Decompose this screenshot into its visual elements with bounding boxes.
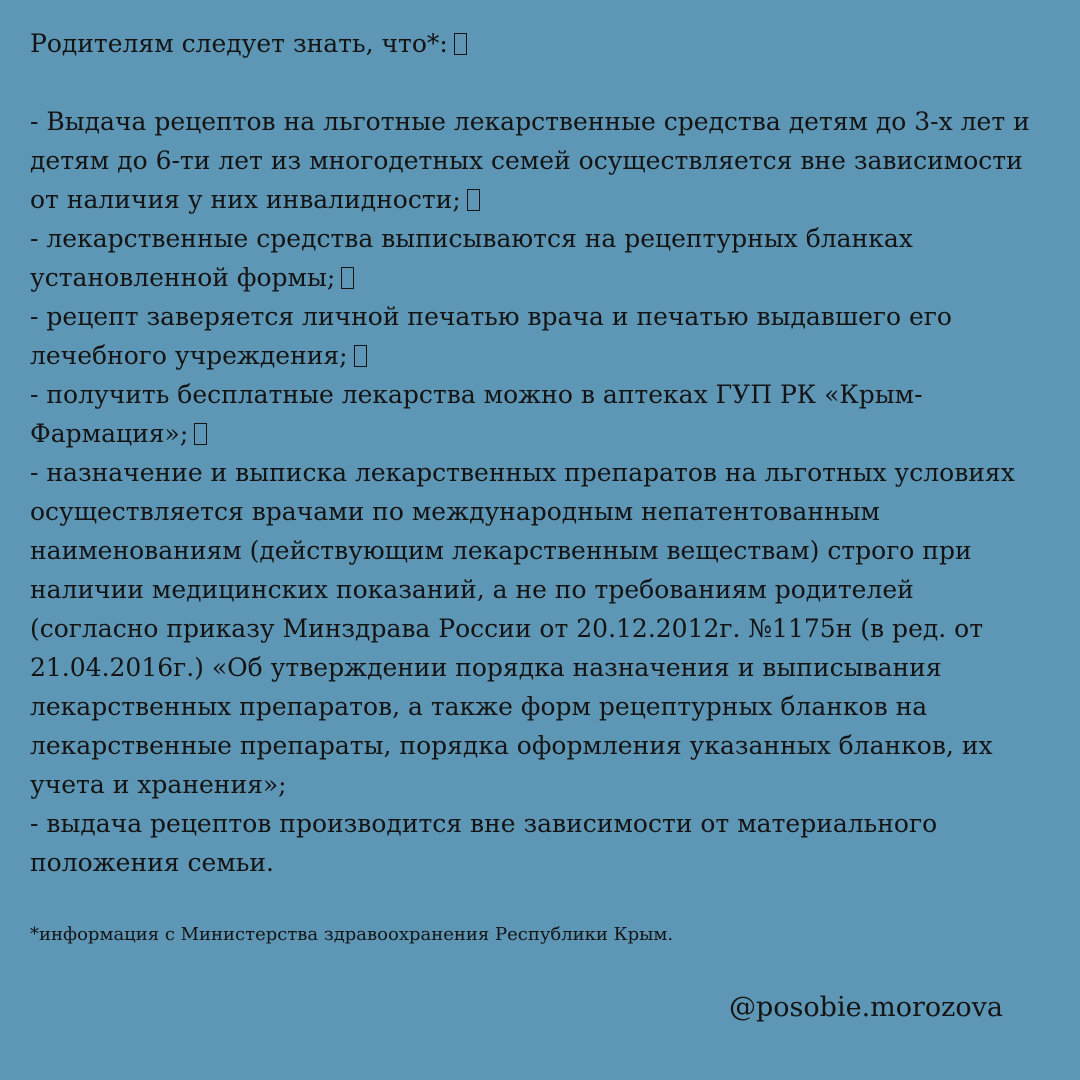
missing-glyph-icon [354, 345, 367, 367]
intro-text: Родителям следует знать, что*: [30, 29, 448, 58]
list-item: - лекарственные средства выписываются на рецептурных бланках установленной формы; [30, 224, 913, 292]
info-list [30, 102, 1050, 882]
missing-glyph-icon [467, 189, 480, 211]
list-item: - рецепт заверяется личной печатью врача и печатью выдавшего его лечебного учреждения; [30, 302, 952, 370]
source-footnote: *информация с Министерства здравоохранения Республики Крым. [30, 924, 674, 945]
list-item: - получить бесплатные лекарства можно в аптеках ГУП РК «Крым-Фармация»; [30, 380, 923, 448]
list-item: - выдача рецептов производится вне зависимости от материального положения семьи. [30, 809, 938, 877]
post-body [30, 24, 1050, 882]
missing-glyph-icon [194, 423, 207, 445]
list-item: - Выдача рецептов на льготные лекарственные средства детям до 3-х лет и детям до 6-ти лет из многодетных семей осуществляется вне зависимости от наличия у них инвалидности; [30, 107, 1030, 214]
missing-glyph-icon [454, 33, 467, 55]
intro-line [30, 24, 1050, 63]
author-handle: @posobie.morozova [729, 992, 1003, 1023]
list-item: - назначение и выписка лекарственных препаратов на льготных условиях осуществляется врачами по международным непатентованным наименованиям (действующим лекарственным веществам) строго при наличии медицинских показаний, а не по требованиям родителей (согласно приказу Минздрава России от 20.12.2012г. №1175н (в ред. от 21.04.2016г.) «Об утверждении порядка назначения и выписывания лекарственных препаратов, а также форм рецептурных бланков на лекарственные препараты, порядка оформления указанных бланков, их учета и хранения»; [30, 458, 1015, 799]
missing-glyph-icon [341, 267, 354, 289]
